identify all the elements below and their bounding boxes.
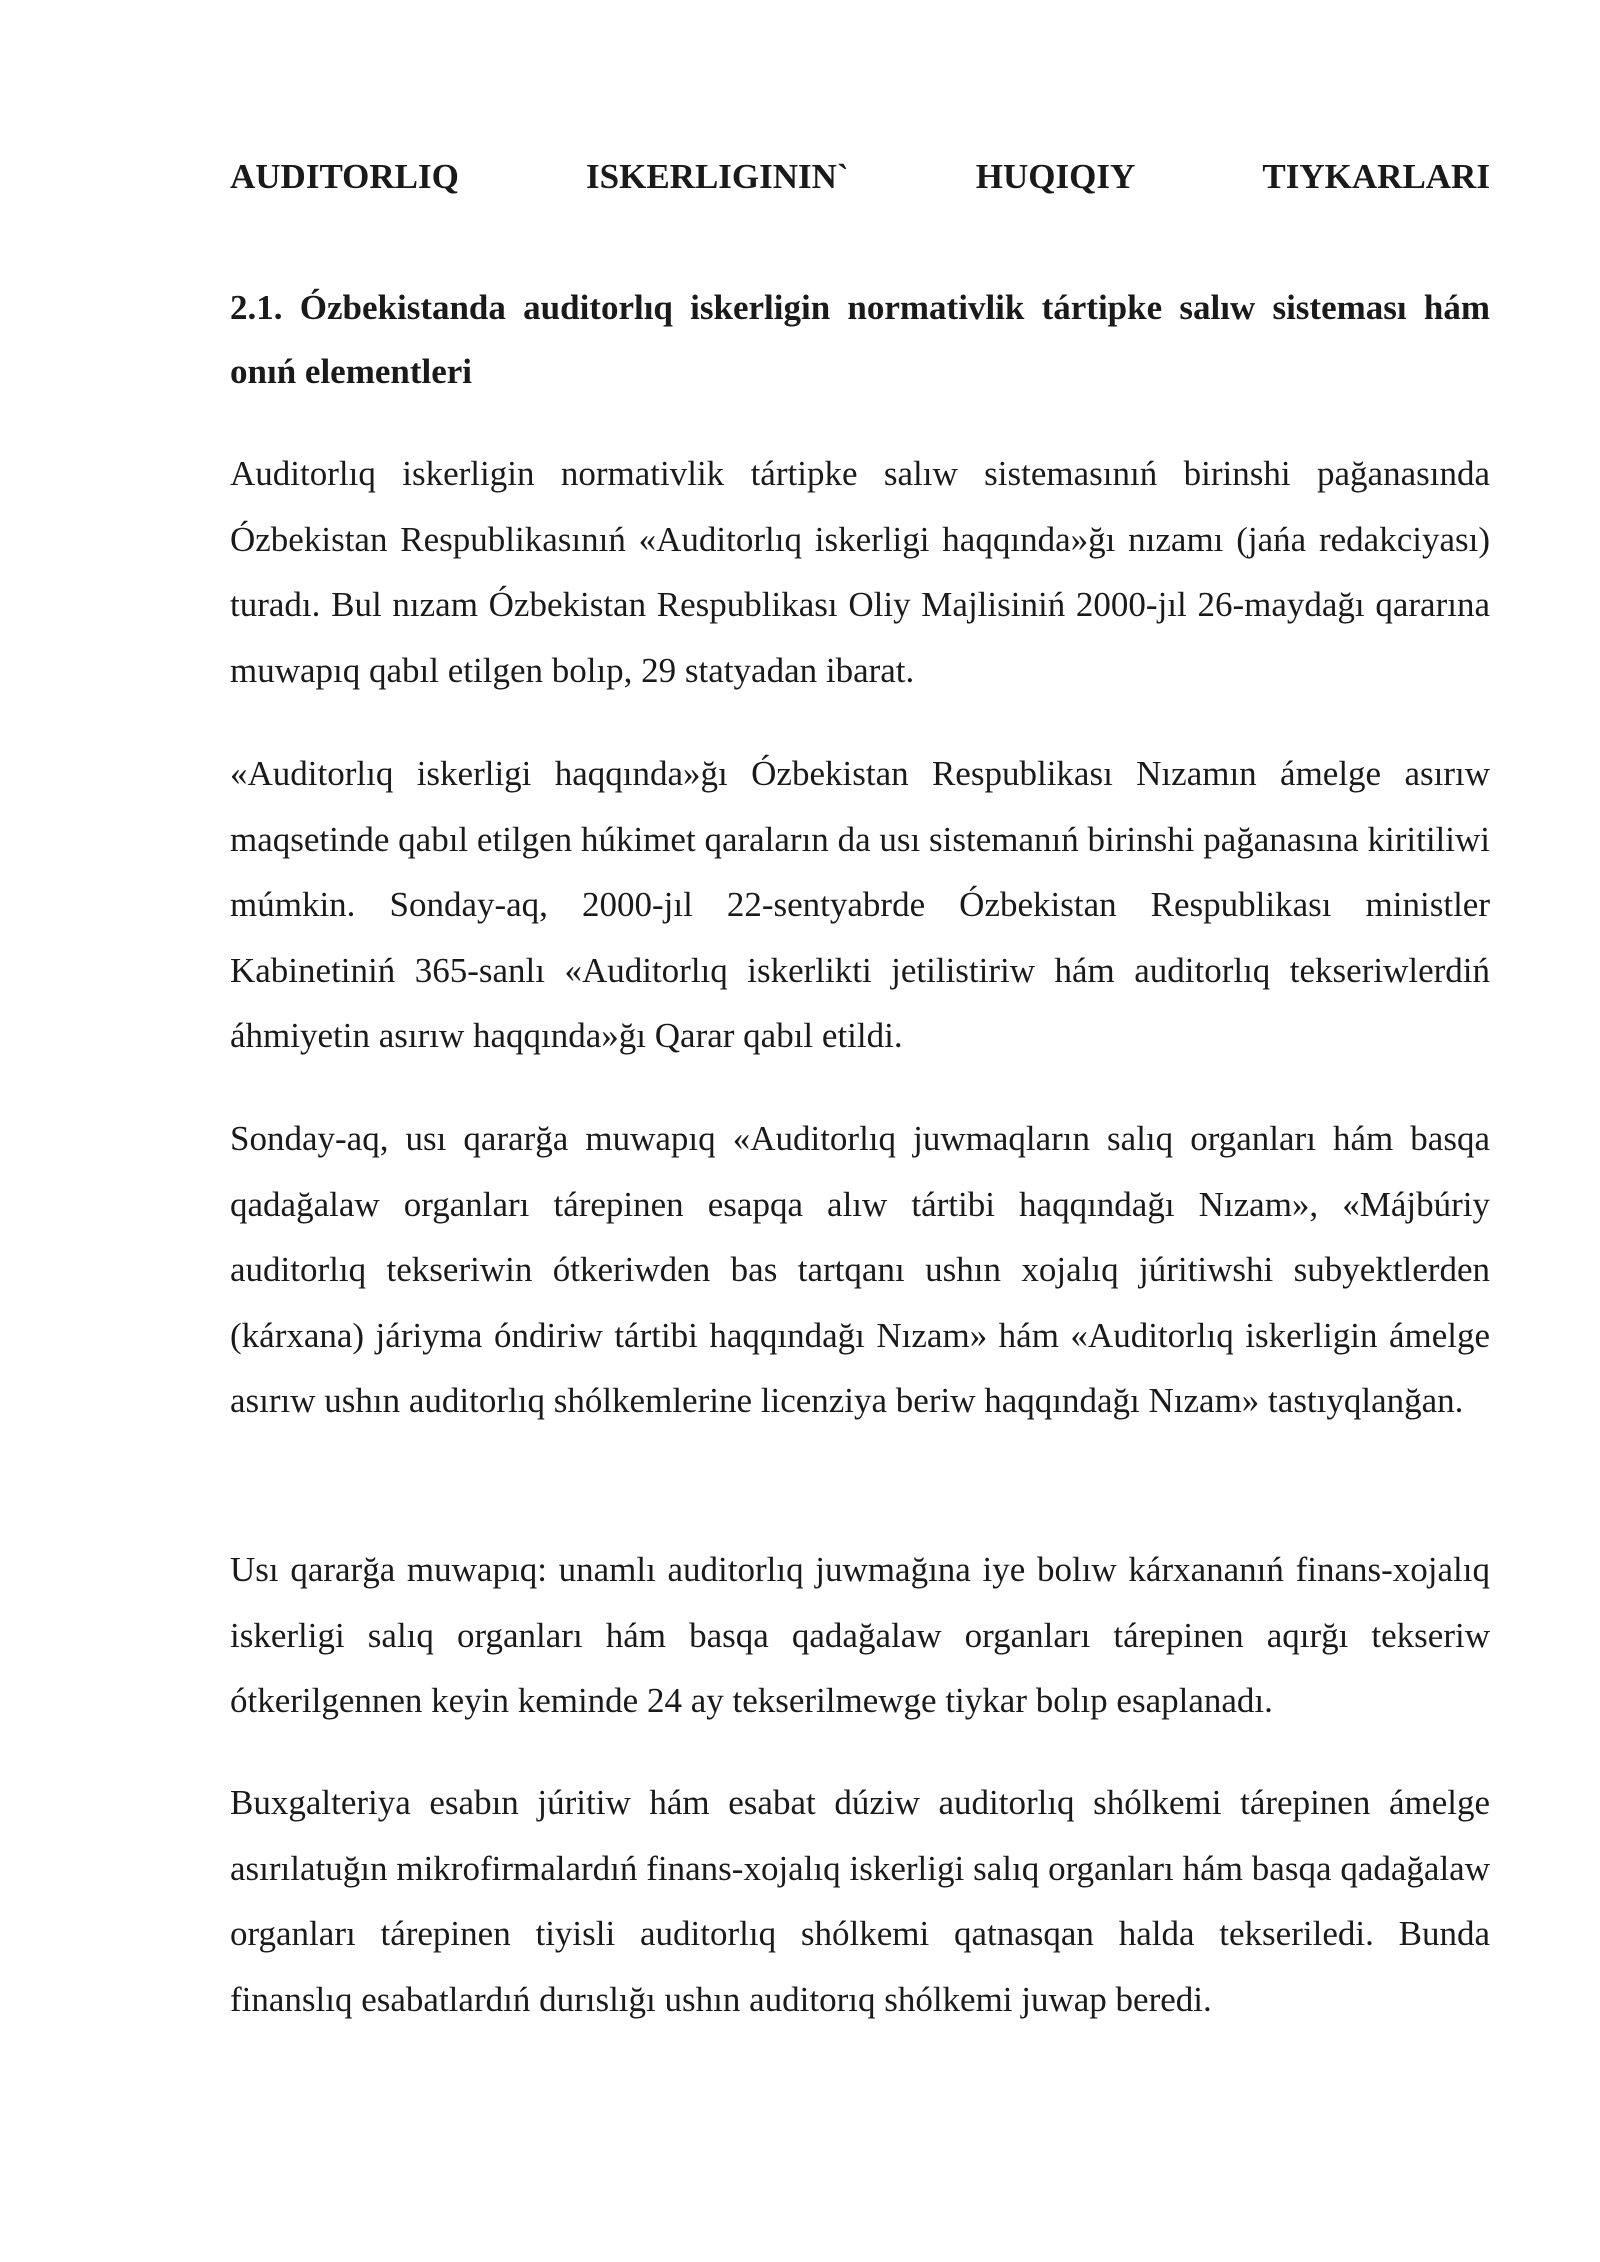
chapter-title-word: HUQIQIY [975, 157, 1136, 196]
chapter-title [230, 150, 1490, 204]
chapter-title-word: TIYKARLARI [1262, 157, 1490, 196]
body-paragraph: Auditorlıq iskerligin normativlik tártipke salıw sistemasınıń birinshi pağanasında Ózbekistan Respublikasınıń «Auditorlıq iskerligi haqqında»ğı nızamı (jańa redakciyası) turadı. Bul nızam Ózbekistan Respublikası Oliy Majlisiniń 2000-jıl 26-maydağı qararına muwapıq qabıl etilgen bolıp, 29 statyadan ibarat. [230, 454, 1490, 690]
body-paragraph: «Auditorlıq iskerligi haqqında»ğı Ózbekistan Respublikası Nızamın ámelge asırıw maqsetinde qabıl etilgen húkimet qaraların da usı sistemanıń birinshi pağanasına kiritiliwi múmkin. Sonday-aq, 2000-jıl 22-sentyabrde Ózbekistan Respublikası ministler Kabinetiniń 365-sanlı «Auditorlıq iskerlikti jetilistiriw hám auditorlıq tekseriwlerdiń áhmiyetin asırıw haqqında»ğı Qarar qabıl etildi. [230, 754, 1490, 1055]
body-paragraph: Usı qararğa muwapıq: unamlı auditorlıq juwmağına iye bolıw kárxananıń finans-xojalıq iskerligi salıq organları hám basqa qadağalaw organları tárepinen aqırğı tekseriw ótkerilgennen keyin keminde 24 ay tekserilmewge tiykar bolıp esaplanadı. [230, 1550, 1490, 1720]
chapter-title-word: AUDITORLIQ [230, 157, 459, 196]
section-heading: 2.1. Ózbekistanda auditorlıq iskerligin normativlik tártipke salıw sisteması hám onıń elementleri [230, 288, 1490, 391]
chapter-title-word: ISKERLIGININ` [586, 157, 849, 196]
body-paragraph: Sonday-aq, usı qararğa muwapıq «Auditorlıq juwmaqların salıq organları hám basqa qadağalaw organları tárepinen esapqa alıw tártibi haqqındağı Nızam», «Májbúriy auditorlıq tekseriwin ótkeriwden bas tartqanı ushın xojalıq júritiwshi subyektlerden (kárxana) járiyma óndiriw tártibi haqqındağı Nızam» hám «Auditorlıq iskerligin ámelge asırıw ushın auditorlıq shólkemlerine licenziya beriw haqqındağı Nızam» tastıyqlanğan. [230, 1119, 1490, 1420]
body-paragraph: Buxgalteriya esabın júritiw hám esabat dúziw auditorlıq shólkemi tárepinen ámelge asırılatuğın mikrofirmalardıń finans-xojalıq iskerligi salıq organları hám basqa qadağalaw organları tárepinen tiyisli auditorlıq shólkemi qatnasqan halda tekseriledi. Bunda finanslıq esabatlardıń durıslığı ushın auditorıq shólkemi juwap beredi. [230, 1783, 1490, 2019]
